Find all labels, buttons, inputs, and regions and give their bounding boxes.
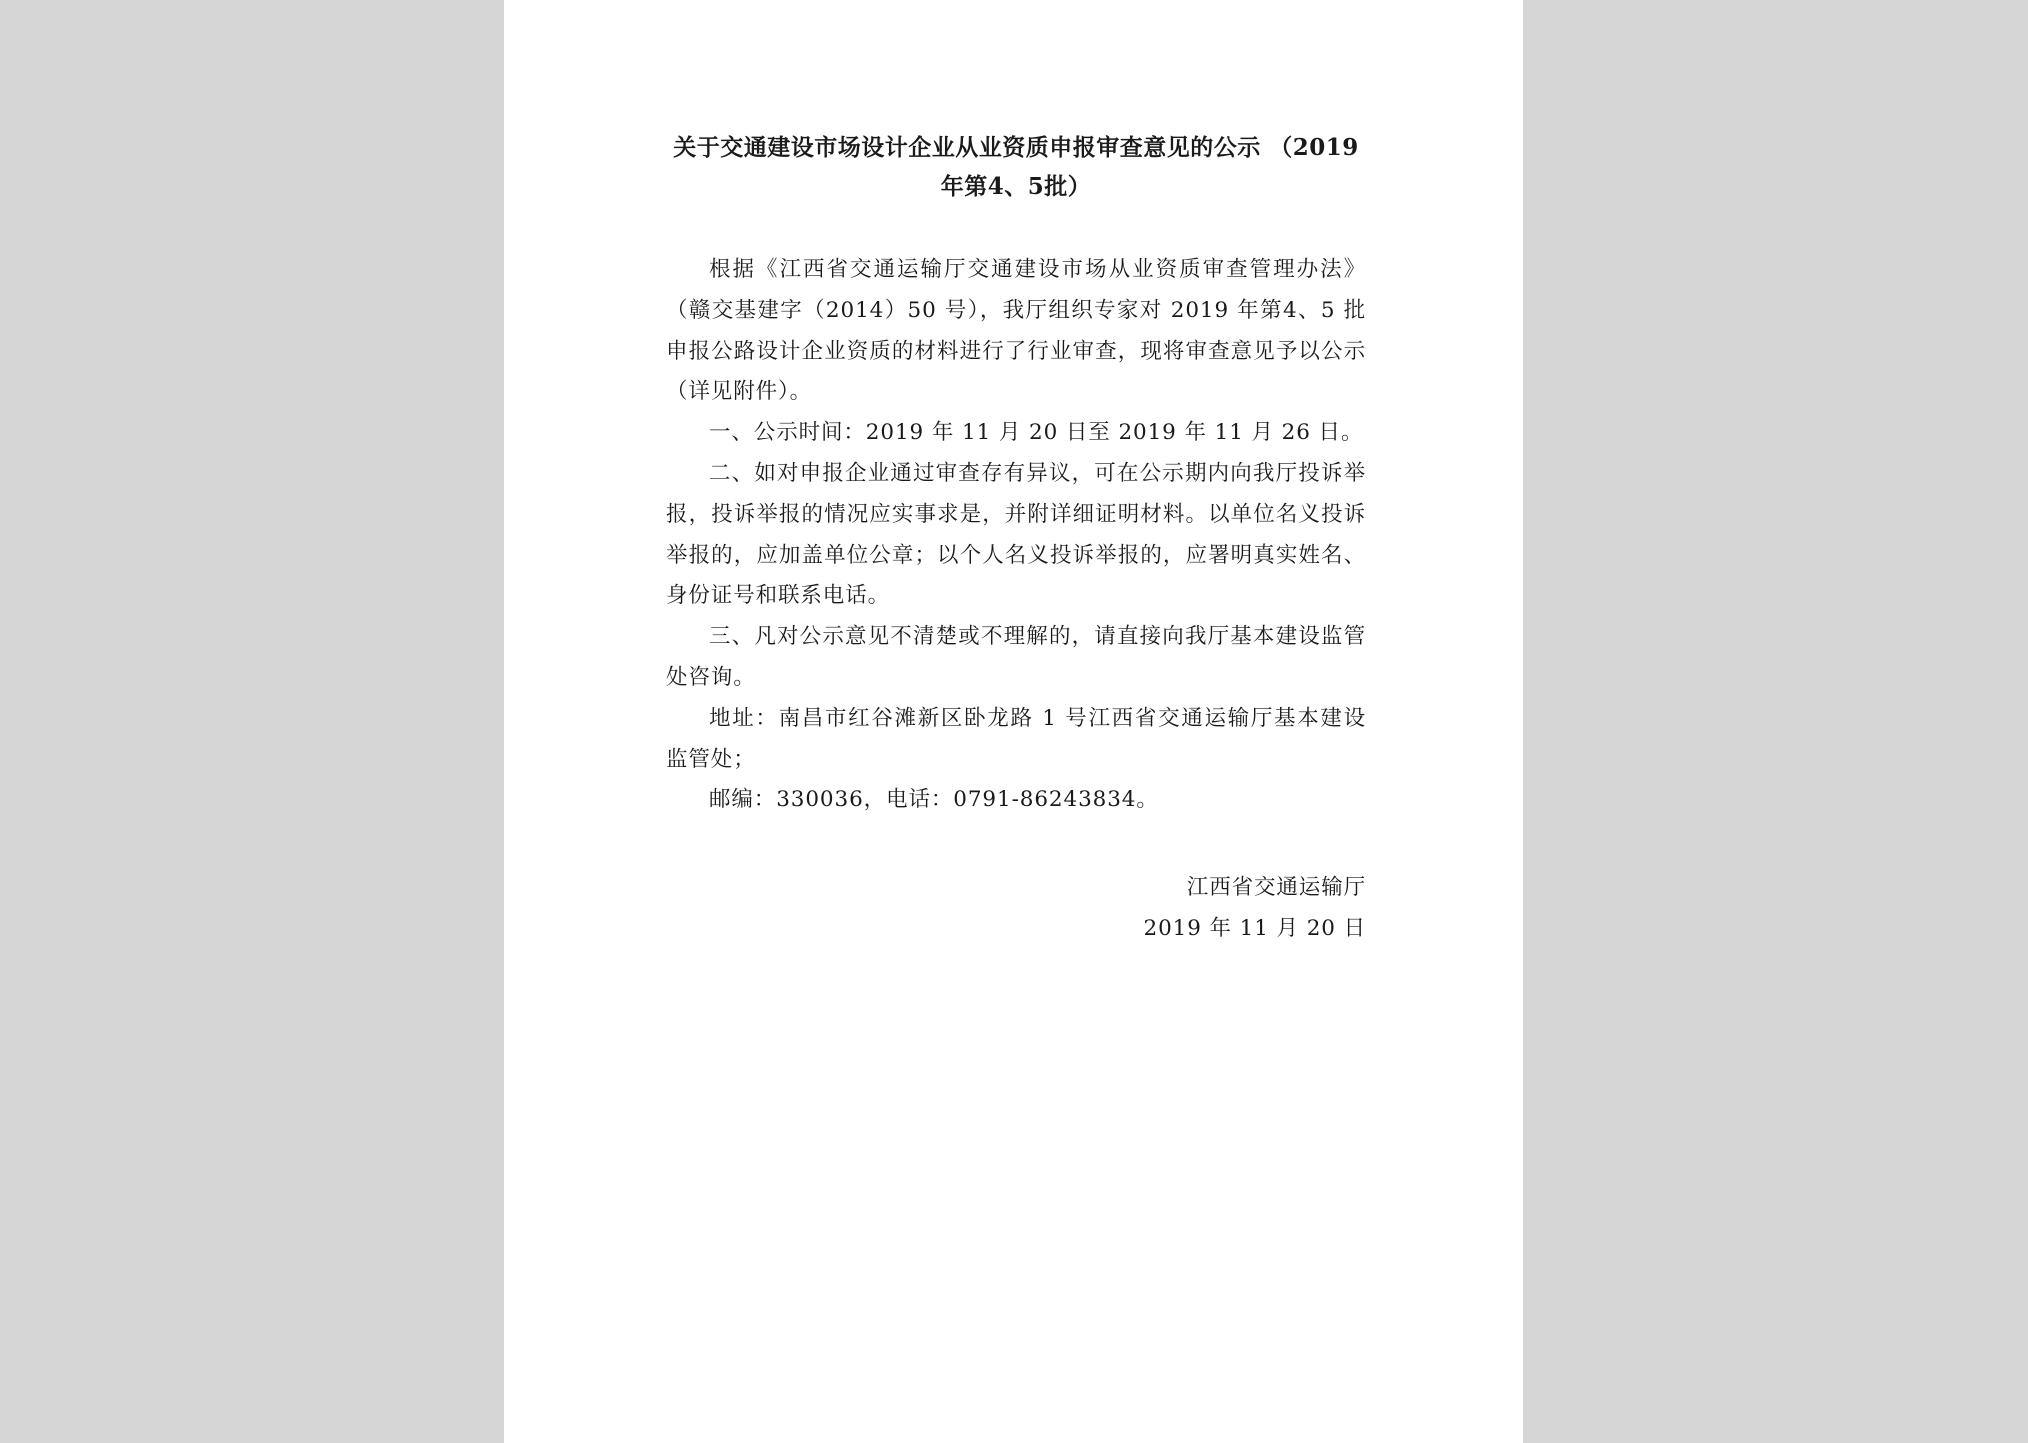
paragraph-period: 一、公示时间：2019 年 11 月 20 日至 2019 年 11 月 26 日。 bbox=[709, 420, 1364, 446]
title-line-2: 年第4、5批） bbox=[940, 173, 1092, 200]
paragraph-address: 地址：南昌市红谷滩新区卧龙路 1 号江西省交通运输厅基本建设监管处； bbox=[666, 705, 1366, 772]
paragraph-contact: 邮编：330036，电话：0791-86243834。 bbox=[709, 787, 1159, 813]
paragraph-basis: 根据《江西省交通运输厅交通建设市场从业资质审查管理办法》（赣交基建字（2014）50 号），我厅组织专家对 2019 年第4、5 批申报公路设计企业资质的材料进行了行业审查，现将审查意见予以公示（详见附件）。 bbox=[666, 257, 1366, 405]
title-line-1: 关于交通建设市场设计企业从业资质申报审查意见的公示 （2019 bbox=[673, 134, 1359, 161]
signature-org: 江西省交通运输厅 bbox=[1186, 875, 1366, 900]
signature-block bbox=[666, 868, 1366, 950]
document-page bbox=[504, 0, 1523, 1443]
document-title bbox=[666, 128, 1366, 206]
paragraph-objection: 二、如对申报企业通过审查存有异议，可在公示期内向我厅投诉举报，投诉举报的情况应实事求是，并附详细证明材料。以单位名义投诉举报的，应加盖单位公章；以个人名义投诉举报的，应署明真实姓名、身份证号和联系电话。 bbox=[666, 460, 1366, 609]
signature-date: 2019 年 11 月 20 日 bbox=[1143, 915, 1366, 941]
paragraph-inquiry: 三、凡对公示意见不清楚或不理解的，请直接向我厅基本建设监管处咨询。 bbox=[666, 624, 1366, 690]
document-body bbox=[666, 250, 1366, 821]
